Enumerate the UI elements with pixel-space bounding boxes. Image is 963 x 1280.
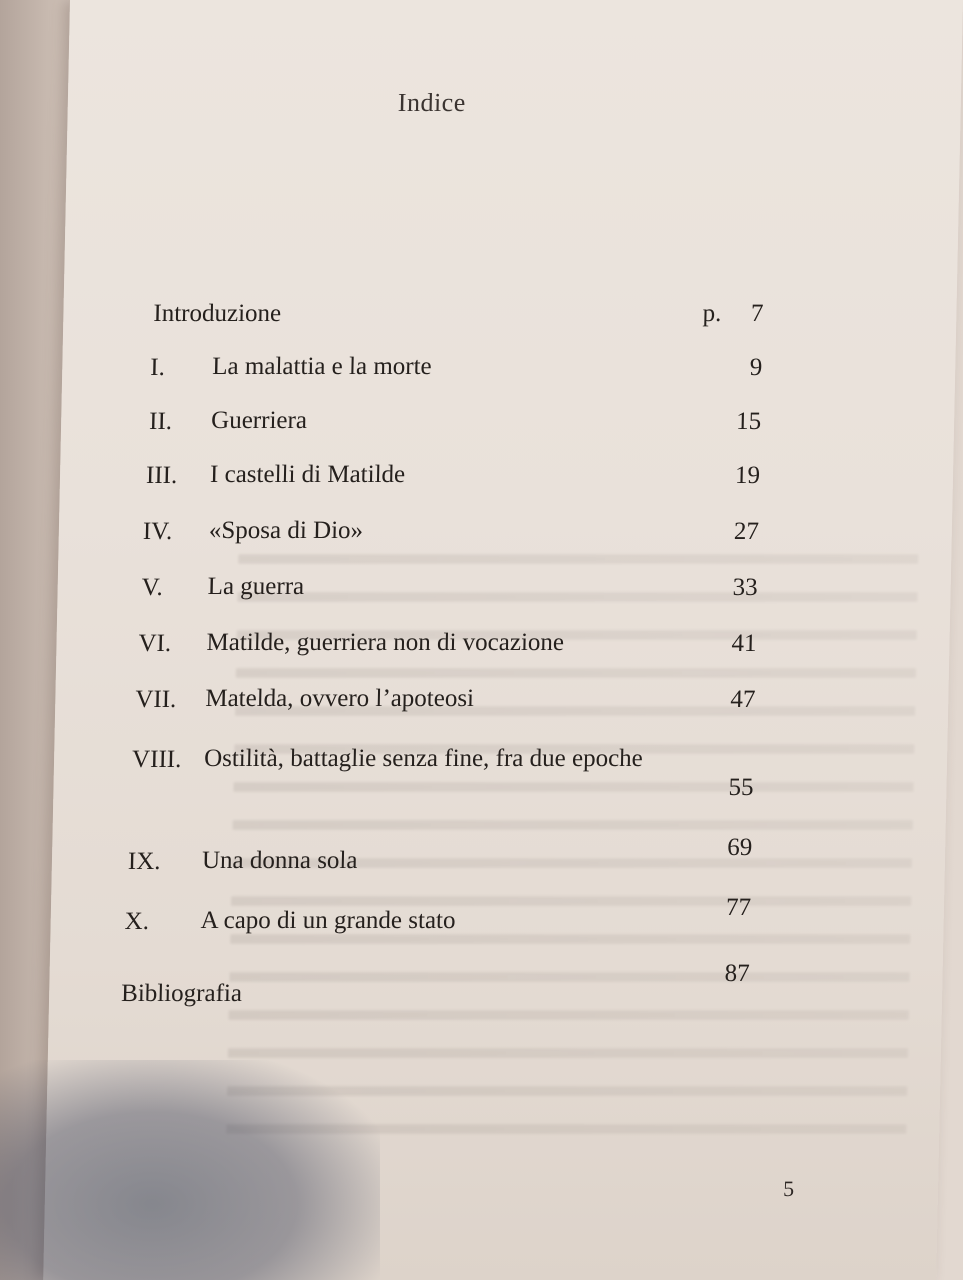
toc-intro-p-label: p. bbox=[702, 300, 722, 327]
chapter-page: 27 bbox=[733, 518, 760, 545]
bibliography-page: 87 bbox=[724, 960, 750, 987]
chapter-page: 69 bbox=[726, 834, 753, 861]
chapter-number: II. bbox=[148, 408, 173, 435]
chapter-title: La guerra bbox=[207, 573, 305, 600]
chapter-number: X. bbox=[124, 908, 150, 935]
chapter-number: V. bbox=[141, 574, 164, 601]
chapter-page: 19 bbox=[734, 462, 761, 489]
chapter-title: Matilde, guerriera non di vocazione bbox=[206, 629, 565, 656]
chapter-title: «Sposa di Dio» bbox=[208, 517, 364, 544]
book-page bbox=[43, 0, 963, 1280]
chapter-page: 47 bbox=[730, 686, 756, 713]
chapter-page: 33 bbox=[732, 574, 758, 601]
chapter-title: Ostilità, battaglie senza fine, fra due epoche bbox=[203, 745, 644, 772]
chapter-title: Una donna sola bbox=[201, 847, 358, 874]
bibliography-label: Bibliografia bbox=[120, 980, 243, 1007]
chapter-page: 41 bbox=[731, 630, 757, 657]
chapter-title: I castelli di Matilde bbox=[209, 461, 406, 488]
chapter-number: I. bbox=[150, 354, 166, 381]
toc-intro-page: 7 bbox=[750, 300, 764, 327]
chapter-number: IV. bbox=[142, 518, 173, 545]
chapter-page: 15 bbox=[735, 408, 762, 435]
page-title: Indice bbox=[397, 88, 467, 117]
chapter-number: VIII. bbox=[131, 746, 182, 773]
chapter-title: Guerriera bbox=[210, 407, 308, 434]
chapter-title: La malattia e la morte bbox=[212, 353, 432, 380]
page-folio: 5 bbox=[782, 1176, 795, 1201]
chapter-page: 9 bbox=[749, 354, 763, 381]
chapter-title: Matelda, ovvero l’apoteosi bbox=[205, 685, 475, 712]
toc-intro-label: Introduzione bbox=[153, 300, 282, 327]
chapter-number: VII. bbox=[135, 686, 177, 713]
chapter-number: IX. bbox=[127, 848, 161, 875]
chapter-number: VI. bbox=[138, 630, 172, 657]
chapter-title: A capo di un grande stato bbox=[200, 907, 456, 934]
chapter-page: 77 bbox=[725, 894, 752, 921]
chapter-page: 55 bbox=[728, 774, 754, 801]
chapter-number: III. bbox=[145, 462, 178, 489]
